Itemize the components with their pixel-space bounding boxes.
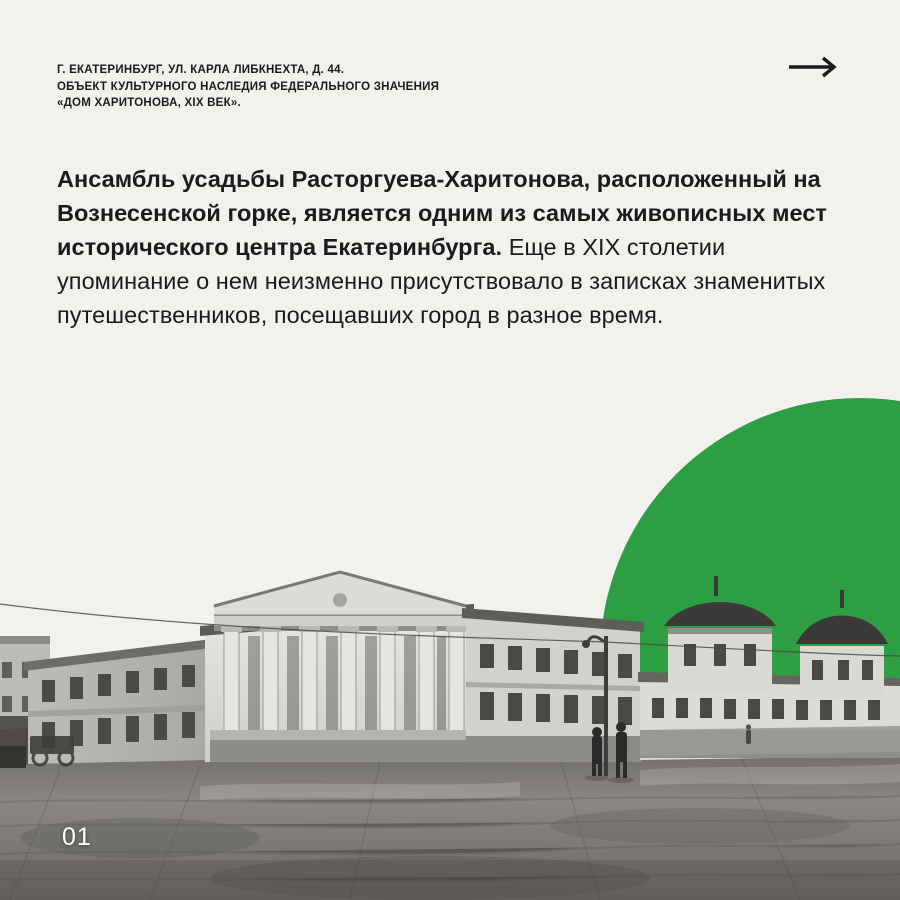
next-slide-button[interactable] [785,50,845,84]
lead-regular-text: Еще в XIX столетии упоминание о нем неизменно присутствовало в записках знаменитых путешественников, посещавших город в разное время. [57,234,826,329]
address-caption [57,62,577,112]
page-number: 01 [62,823,92,851]
address-line-3: «ДОМ ХАРИТОНОВА, XIX ВЕК». [57,97,241,110]
address-line-2: ОБЪЕКТ КУЛЬТУРНОГО НАСЛЕДИЯ ФЕДЕРАЛЬНОГО ЗНАЧЕНИЯ [57,80,440,93]
lead-bold-text: Ансамбль усадьбы Расторгуева-Харитонова, расположенный на Вознесенской горке, является одним из самых живописных мест исторического центра Екатеринбурга. [57,166,827,261]
address-line-1: Г. ЕКАТЕРИНБУРГ, УЛ. КАРЛА ЛИБКНЕХТА, Д. 44. [57,64,345,76]
historic-photo [0,430,900,900]
arrow-right-icon [787,56,843,78]
lead-paragraph [57,162,847,332]
